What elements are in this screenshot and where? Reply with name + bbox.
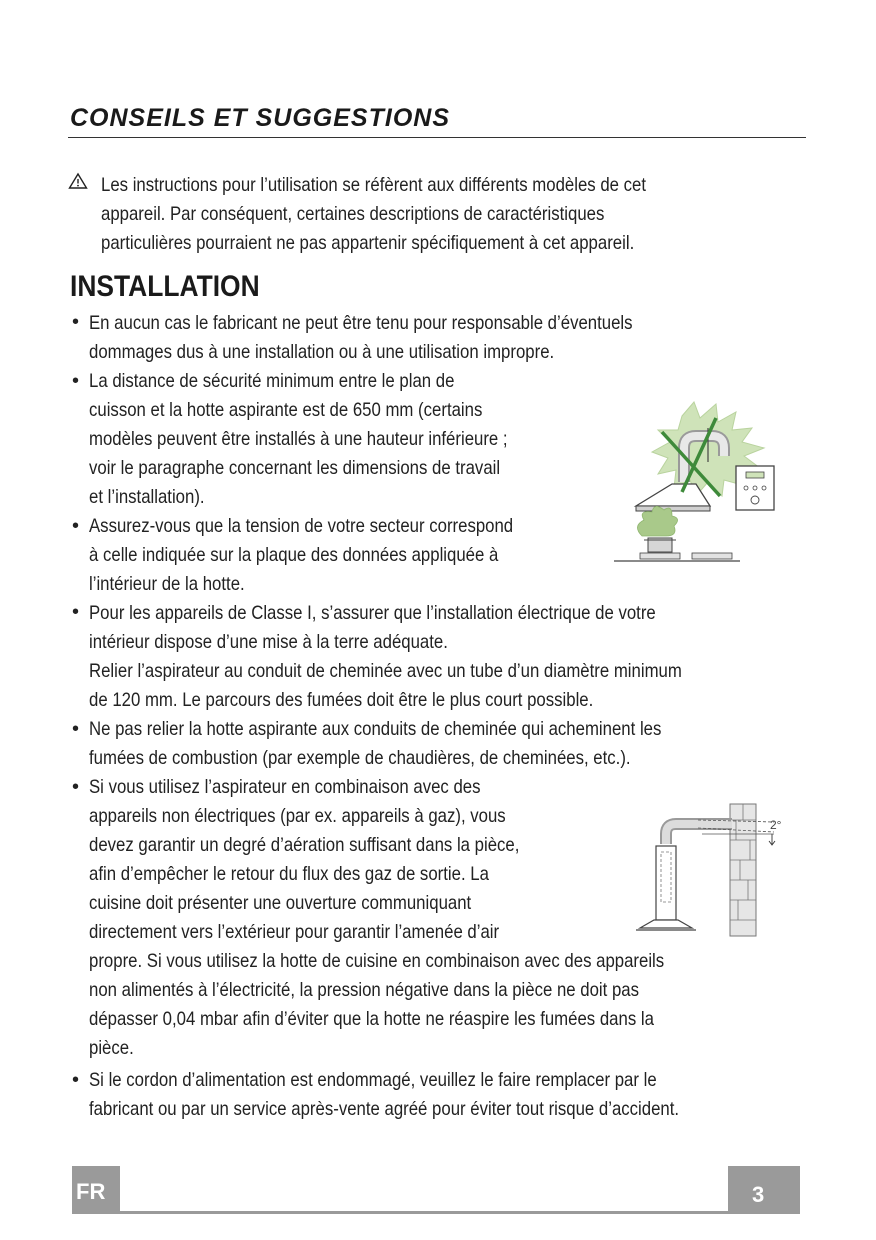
bullet-2: • xyxy=(72,370,80,392)
note-line-2: appareil. Par conséquent, certaines descriptions de caractéristiques xyxy=(101,203,605,225)
note-line-3: particulières pourraient ne pas appartenir spécifiquement à cet appareil. xyxy=(101,232,635,254)
install-line-8: Assurez-vous que la tension de votre secteur correspond xyxy=(89,515,514,537)
install-line-11: Pour les appareils de Classe I, s’assurer que l’installation électrique de votre xyxy=(89,602,656,624)
hood-boiler-illustration xyxy=(612,396,780,566)
bullet-3: • xyxy=(72,515,80,537)
install-line-18: appareils non électriques (par ex. appareils à gaz), vous xyxy=(89,805,506,827)
install-line-27: Si le cordon d’alimentation est endommagé, veuillez le faire remplacer par le xyxy=(89,1069,657,1091)
title-divider xyxy=(68,137,806,138)
install-line-4: cuisson et la hotte aspirante est de 650 mm (certains xyxy=(89,399,483,421)
section-title-conseils: CONSEILS ET SUGGESTIONS xyxy=(70,104,450,132)
note-line-1: Les instructions pour l’utilisation se réfèrent aux différents modèles de cet xyxy=(101,174,647,196)
install-line-22: directement vers l’extérieur pour garantir l’amenée d’air xyxy=(89,921,500,943)
install-line-5: modèles peuvent être installés à une hauteur inférieure ; xyxy=(89,428,508,450)
duct-slope-illustration xyxy=(632,800,792,940)
install-line-12: intérieur dispose d’une mise à la terre adéquate. xyxy=(89,631,448,653)
bullet-5: • xyxy=(72,718,80,740)
install-line-16: fumées de combustion (par exemple de chaudières, de cheminées, etc.). xyxy=(89,747,631,769)
install-line-14: de 120 mm. Le parcours des fumées doit être le plus court possible. xyxy=(89,689,594,711)
bullet-6: • xyxy=(72,776,80,798)
install-line-15: Ne pas relier la hotte aspirante aux conduits de cheminée qui acheminent les xyxy=(89,718,662,740)
install-line-10: l’intérieur de la hotte. xyxy=(89,573,245,595)
install-line-9: à celle indiquée sur la plaque des données appliquée à xyxy=(89,544,499,566)
install-line-17: Si vous utilisez l’aspirateur en combinaison avec des xyxy=(89,776,481,798)
install-line-3: La distance de sécurité minimum entre le plan de xyxy=(89,370,455,392)
install-line-19: devez garantir un degré d’aération suffisant dans la pièce, xyxy=(89,834,520,856)
section-title-installation: INSTALLATION xyxy=(70,270,260,303)
install-line-21: cuisine doit présenter une ouverture communiquant xyxy=(89,892,472,914)
page-number: 3 xyxy=(752,1182,765,1207)
install-line-25: dépasser 0,04 mbar afin d’éviter que la hotte ne réaspire les fumées dans la xyxy=(89,1008,654,1030)
install-line-2: dommages dus à une installation ou à une utilisation impropre. xyxy=(89,341,555,363)
footer-bar xyxy=(120,1211,728,1214)
bullet-4: • xyxy=(72,601,80,623)
install-line-13: Relier l’aspirateur au conduit de cheminée avec un tube d’un diamètre minimum xyxy=(89,660,682,682)
install-line-24: non alimentés à l’électricité, la pression négative dans la pièce ne doit pas xyxy=(89,979,640,1001)
duct-angle-label: 2° xyxy=(770,818,782,832)
install-line-7: et l’installation). xyxy=(89,486,205,508)
bullet-1: • xyxy=(72,311,80,333)
install-line-23: propre. Si vous utilisez la hotte de cuisine en combinaison avec des appareils xyxy=(89,950,665,972)
install-line-20: afin d’empêcher le retour du flux des gaz de sortie. La xyxy=(89,863,489,885)
install-line-26: pièce. xyxy=(89,1037,134,1059)
install-line-1: En aucun cas le fabricant ne peut être tenu pour responsable d’éventuels xyxy=(89,312,633,334)
footer-language-badge xyxy=(72,1166,120,1214)
install-line-6: voir le paragraphe concernant les dimensions de travail xyxy=(89,457,501,479)
footer-page-badge xyxy=(728,1166,800,1214)
install-line-28: fabricant ou par un service après-vente agréé pour éviter tout risque d’accident. xyxy=(89,1098,680,1120)
footer-language: FR xyxy=(76,1179,106,1204)
warning-triangle-icon xyxy=(68,172,88,190)
bullet-7: • xyxy=(72,1069,80,1091)
